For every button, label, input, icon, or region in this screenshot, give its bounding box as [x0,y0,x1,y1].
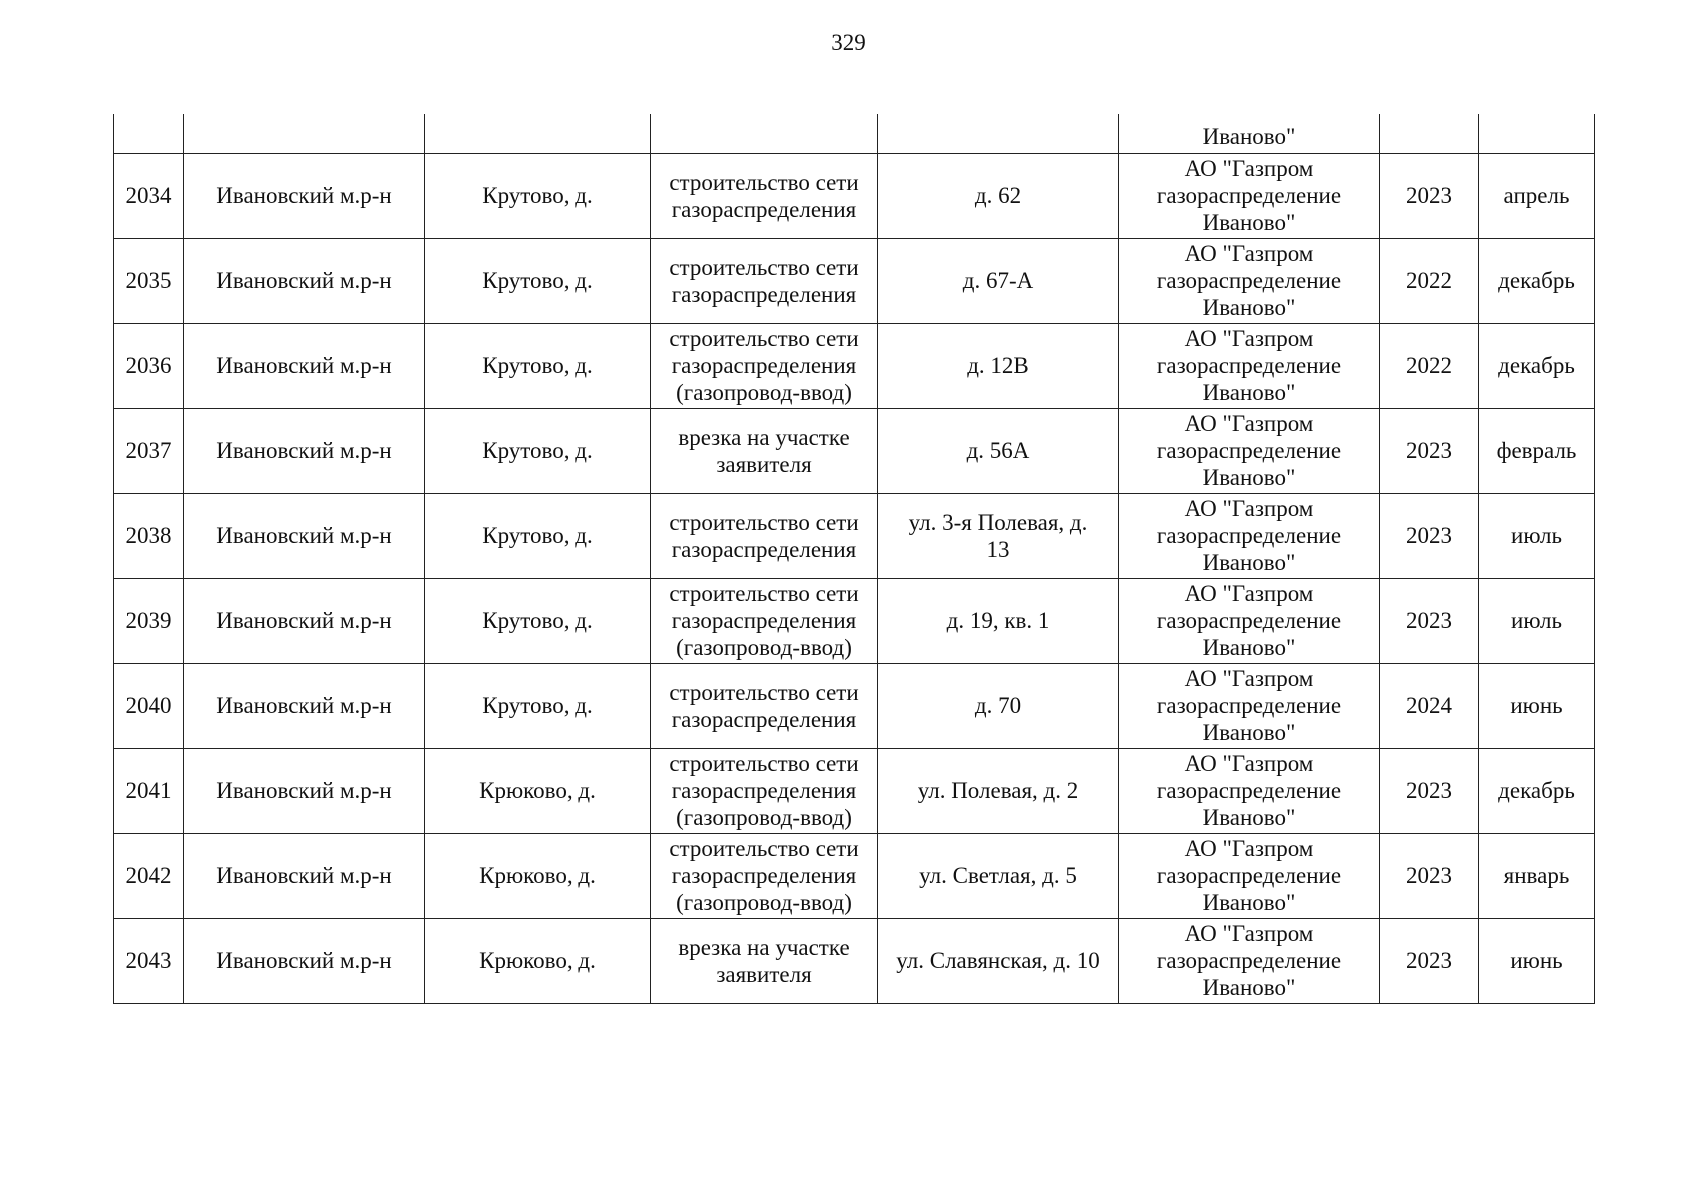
table-row [114,833,1595,918]
cell-address [878,748,1119,833]
table-row [114,153,1595,238]
cell-district-text: Ивановский м.р-н [216,438,392,463]
cell-month [1479,323,1595,408]
cell-locality-text: Крюково, д. [479,948,596,973]
cell-year [1380,153,1479,238]
cell-district [184,833,425,918]
cell-organization [1119,578,1380,663]
cell-address-text: д. 19, кв. 1 [946,608,1050,633]
cell-year-text: 2023 [1406,608,1452,633]
cell-num-text: 2034 [125,183,172,208]
cell-work-type-text: строительство сети газораспределения (газопровод-ввод) [669,581,859,660]
cell-address-text: ул. Полевая, д. 2 [917,778,1079,803]
cell-organization [1119,238,1380,323]
cell-month [1479,114,1595,153]
cell-year [1380,493,1479,578]
cell-locality [425,578,651,663]
cell-num-text: 2042 [125,863,172,888]
cell-num [114,748,184,833]
cell-address [878,663,1119,748]
cell-district-text: Ивановский м.р-н [216,608,392,633]
cell-year-text: 2024 [1406,693,1452,718]
cell-address-text: ул. Светлая, д. 5 [919,863,1077,888]
cell-locality-text: Крутово, д. [482,523,593,548]
table-row [114,918,1595,1003]
cell-year [1380,918,1479,1003]
cell-num-text: 2043 [125,948,172,973]
cell-year [1380,408,1479,493]
cell-locality-text: Крутово, д. [482,353,593,378]
cell-locality [425,663,651,748]
cell-year-text: 2022 [1406,268,1452,293]
cell-district-text: Ивановский м.р-н [216,863,392,888]
cell-month [1479,493,1595,578]
cell-address-text: д. 12В [967,353,1029,378]
cell-month [1479,918,1595,1003]
cell-organization [1119,493,1380,578]
cell-district-text: Ивановский м.р-н [216,778,392,803]
table-row [114,323,1595,408]
cell-locality-text: Крюково, д. [479,863,596,888]
cell-month-text: февраль [1496,438,1577,463]
cell-locality-text: Крутово, д. [482,268,593,293]
cell-work-type-text: строительство сети газораспределения [669,169,859,222]
cell-work-type [651,833,878,918]
table-body [114,114,1595,1003]
cell-year [1380,833,1479,918]
table-row-continuation [114,114,1595,153]
table-row [114,493,1595,578]
cell-work-type-text: строительство сети газораспределения [669,254,859,307]
cell-year-text: 2023 [1406,863,1452,888]
cell-district [184,493,425,578]
cell-organization [1119,748,1380,833]
cell-num-text: 2037 [125,438,172,463]
cell-num-text: 2035 [125,268,172,293]
table-row [114,663,1595,748]
cell-locality [425,238,651,323]
cell-month [1479,833,1595,918]
cell-work-type [651,748,878,833]
cell-locality [425,748,651,833]
cell-organization [1119,153,1380,238]
cell-year [1380,748,1479,833]
cell-year [1380,663,1479,748]
table-row [114,578,1595,663]
cell-district [184,918,425,1003]
cell-num [114,114,184,153]
cell-address-text: д. 62 [974,183,1022,208]
cell-address [878,114,1119,153]
cell-district [184,663,425,748]
cell-month-text: апрель [1503,183,1570,208]
cell-district-text: Ивановский м.р-н [216,948,392,973]
cell-month-text: декабрь [1498,778,1575,803]
cell-district-text: Ивановский м.р-н [216,183,392,208]
cell-work-type [651,323,878,408]
cell-organization-text: АО "Газпром газораспределение Иваново" [1156,921,1342,1000]
cell-month [1479,663,1595,748]
cell-num-text: 2038 [125,523,172,548]
cell-district [184,748,425,833]
cell-year [1380,238,1479,323]
cell-organization-text: АО "Газпром газораспределение Иваново" [1156,411,1342,490]
cell-district [184,323,425,408]
cell-district-text: Ивановский м.р-н [216,693,392,718]
cell-organization [1119,663,1380,748]
cell-locality-text: Крутово, д. [482,608,593,633]
cell-organization [1119,323,1380,408]
cell-organization [1119,408,1380,493]
cell-work-type [651,408,878,493]
cell-district [184,408,425,493]
cell-district [184,114,425,153]
cell-work-type-text: строительство сети газораспределения [669,679,859,732]
cell-organization-text: Иваново" [1202,123,1296,149]
cell-district-text: Ивановский м.р-н [216,268,392,293]
cell-work-type [651,493,878,578]
cell-year-text: 2023 [1406,523,1452,548]
cell-month [1479,408,1595,493]
cell-address [878,408,1119,493]
cell-num [114,153,184,238]
cell-organization-text: АО "Газпром газораспределение Иваново" [1156,156,1342,235]
table-row [114,408,1595,493]
cell-work-type [651,153,878,238]
cell-address-text: ул. 3-я Полевая, д. 13 [908,509,1088,562]
cell-organization [1119,918,1380,1003]
cell-num [114,833,184,918]
cell-locality [425,153,651,238]
cell-work-type [651,918,878,1003]
cell-address-text: д. 56А [966,438,1030,463]
cell-month [1479,153,1595,238]
cell-locality-text: Крутово, д. [482,183,593,208]
cell-locality-text: Крюково, д. [479,778,596,803]
cell-locality [425,114,651,153]
cell-work-type-text: строительство сети газораспределения (газопровод-ввод) [669,836,859,915]
cell-year-text: 2022 [1406,353,1452,378]
cell-num [114,918,184,1003]
cell-address [878,323,1119,408]
cell-work-type-text: врезка на участке заявителя [678,934,850,987]
cell-month-text: декабрь [1498,268,1575,293]
cell-work-type-text: строительство сети газораспределения [669,509,859,562]
cell-organization-text: АО "Газпром газораспределение Иваново" [1156,666,1342,745]
cell-work-type [651,114,878,153]
cell-organization [1119,833,1380,918]
cell-year [1380,114,1479,153]
cell-address [878,833,1119,918]
cell-num-text: 2036 [125,353,172,378]
cell-month [1479,238,1595,323]
cell-num [114,323,184,408]
gas-distribution-schedule-table [113,114,1595,1004]
cell-address-text: ул. Славянская, д. 10 [896,948,1100,973]
cell-year [1380,578,1479,663]
table-row [114,238,1595,323]
cell-address [878,493,1119,578]
page-number: 329 [831,30,866,55]
cell-num [114,663,184,748]
cell-locality-text: Крутово, д. [482,438,593,463]
cell-year-text: 2023 [1406,778,1452,803]
table-row [114,748,1595,833]
cell-year-text: 2023 [1406,948,1452,973]
cell-num-text: 2040 [125,693,172,718]
cell-organization-text: АО "Газпром газораспределение Иваново" [1156,751,1342,830]
cell-month-text: январь [1503,863,1570,888]
cell-year [1380,323,1479,408]
cell-locality [425,833,651,918]
cell-work-type-text: врезка на участке заявителя [678,424,850,477]
cell-num [114,493,184,578]
cell-address [878,918,1119,1003]
cell-address-text: д. 67-А [962,268,1034,293]
cell-month-text: июнь [1510,693,1563,718]
cell-organization-text: АО "Газпром газораспределение Иваново" [1156,581,1342,660]
cell-address-text: д. 70 [974,693,1022,718]
cell-num-text: 2039 [125,608,172,633]
cell-month [1479,748,1595,833]
cell-work-type-text: строительство сети газораспределения (газопровод-ввод) [669,751,859,830]
cell-address [878,238,1119,323]
cell-month-text: июль [1511,608,1562,633]
cell-district [184,153,425,238]
cell-organization-text: АО "Газпром газораспределение Иваново" [1156,241,1342,320]
cell-num [114,408,184,493]
cell-address [878,153,1119,238]
cell-district-text: Ивановский м.р-н [216,523,392,548]
cell-month-text: декабрь [1498,353,1575,378]
cell-work-type [651,663,878,748]
cell-work-type-text: строительство сети газораспределения (газопровод-ввод) [669,326,859,405]
cell-organization [1119,114,1380,153]
cell-num [114,578,184,663]
cell-organization-text: АО "Газпром газораспределение Иваново" [1156,836,1342,915]
cell-organization-text: АО "Газпром газораспределение Иваново" [1156,496,1342,575]
cell-district [184,578,425,663]
cell-num-text: 2041 [125,778,172,803]
cell-locality [425,408,651,493]
cell-organization-text: АО "Газпром газораспределение Иваново" [1156,326,1342,405]
cell-year-text: 2023 [1406,183,1452,208]
cell-address [878,578,1119,663]
cell-locality-text: Крутово, д. [482,693,593,718]
cell-month-text: июль [1511,523,1562,548]
cell-locality [425,493,651,578]
cell-num [114,238,184,323]
cell-year-text: 2023 [1406,438,1452,463]
cell-locality [425,323,651,408]
cell-district-text: Ивановский м.р-н [216,353,392,378]
cell-work-type [651,578,878,663]
cell-district [184,238,425,323]
cell-work-type [651,238,878,323]
cell-month-text: июнь [1510,948,1563,973]
cell-locality [425,918,651,1003]
cell-month [1479,578,1595,663]
